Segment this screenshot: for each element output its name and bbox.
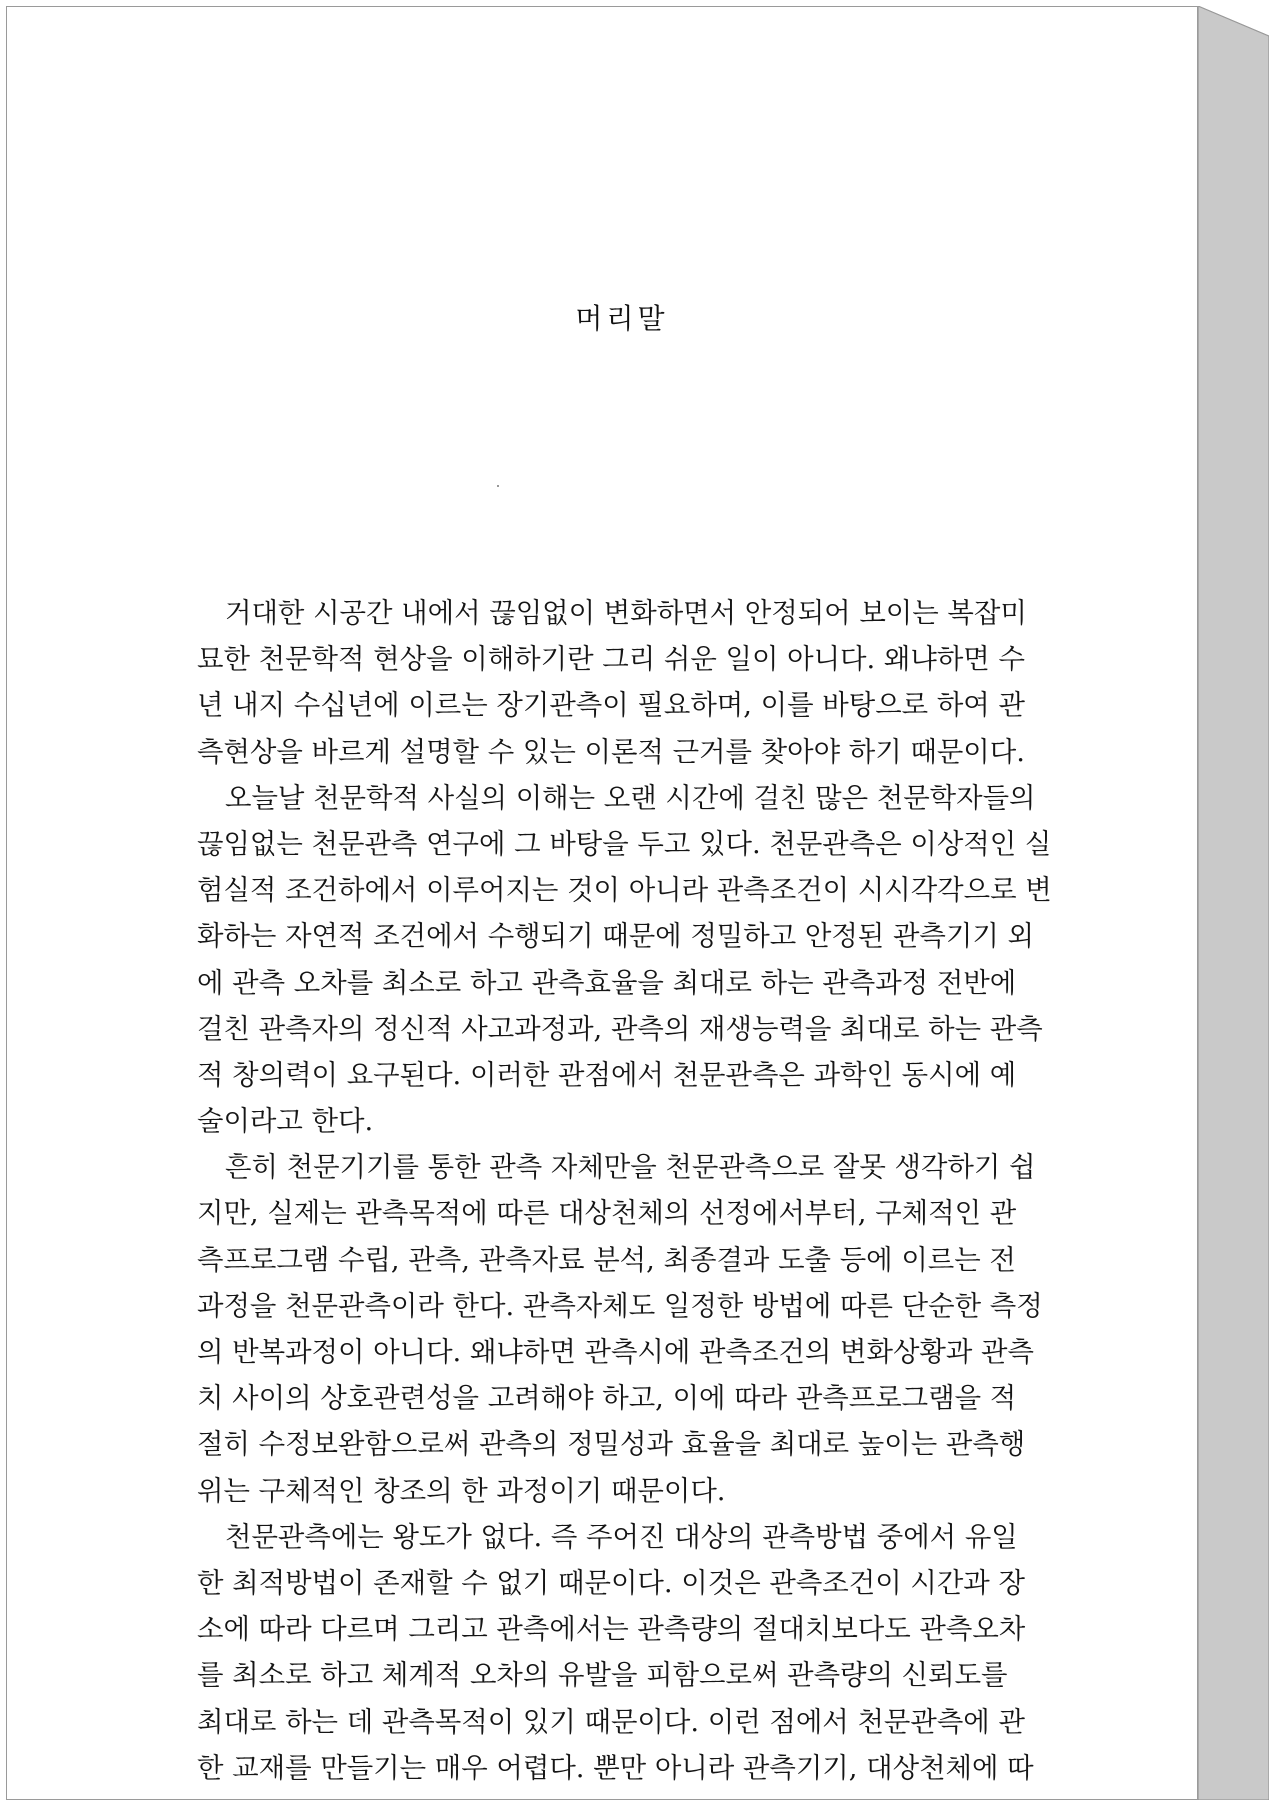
text-line: 측현상을 바르게 설명할 수 있는 이론적 근거를 찾아야 하기 때문이다.: [197, 736, 1025, 768]
text-line: 거대한 시공간 내에서 끊임없이 변화하면서 안정되어 보이는 복잡미: [225, 598, 1027, 629]
page-title: 머리말: [575, 302, 669, 335]
text-line: 걸친 관측자의 정신적 사고과정과, 관측의 재생능력을 최대로 하는 관측: [197, 1013, 1043, 1045]
body-text: [197, 591, 1052, 1792]
text-line: 천문관측에는 왕도가 없다. 즉 주어진 대상의 관측방법 중에서 유일: [225, 1521, 1018, 1553]
text-line: 위는 구체적인 창조의 한 과정이기 때문이다.: [197, 1475, 726, 1507]
text-line: 한 최적방법이 존재할 수 없기 때문이다. 이것은 관측조건이 시간과 장: [197, 1567, 1025, 1599]
text-line: 측프로그램 수립, 관측, 관측자료 분석, 최종결과 도출 등에 이르는 전: [197, 1244, 1016, 1276]
text-line: 지만, 실제는 관측목적에 따른 대상천체의 선정에서부터, 구체적인 관: [197, 1198, 1017, 1230]
text-line: 과정을 천문관측이라 한다. 관측자체도 일정한 방법에 따른 단순한 측정: [197, 1290, 1043, 1322]
text-line: 화하는 자연적 조건에서 수행되기 때문에 정밀하고 안정된 관측기기 외: [197, 921, 1034, 953]
text-line: 소에 따라 다르며 그리고 관측에서는 관측량의 절대치보다도 관측오차: [197, 1614, 1026, 1646]
text-line: 의 반복과정이 아니다. 왜냐하면 관측시에 관측조건의 변화상황과 관측: [197, 1337, 1034, 1368]
text-line: 최대로 하는 데 관측목적이 있기 때문이다. 이런 점에서 천문관측에 관: [197, 1706, 1025, 1738]
text-line: 오늘날 천문학적 사실의 이해는 오랜 시간에 걸친 많은 천문학자들의: [225, 782, 1036, 814]
text-line: 를 최소로 하고 체계적 오차의 유발을 피함으로써 관측량의 신뢰도를: [197, 1660, 1008, 1692]
page: [6, 6, 1198, 1800]
text-line: 한 교재를 만들기는 매우 어렵다. 뿐만 아니라 관측기기, 대상천체에 따: [197, 1752, 1034, 1784]
text-line: 흔히 천문기기를 통한 관측 자체만을 천문관측으로 잘못 생각하기 쉽: [225, 1152, 1036, 1184]
page-stack-edge: [1198, 6, 1269, 1800]
text-line: 에 관측 오차를 최소로 하고 관측효율을 최대로 하는 관측과정 전반에: [197, 967, 1017, 999]
text-line: 끊임없는 천문관측 연구에 그 바탕을 두고 있다. 천문관측은 이상적인 실: [197, 828, 1052, 860]
text-line: 험실적 조건하에서 이루어지는 것이 아니라 관측조건이 시시각각으로 변: [197, 875, 1052, 907]
text-line: 묘한 천문학적 현상을 이해하기란 그리 쉬운 일이 아니다. 왜냐하면 수: [197, 644, 1025, 676]
text-line: 술이라고 한다.: [197, 1106, 374, 1138]
page-content: [197, 7, 1052, 1801]
text-line: 절히 수정보완함으로써 관측의 정밀성과 효율을 최대로 높이는 관측행: [197, 1429, 1026, 1461]
text-line: 년 내지 수십년에 이르는 장기관측이 필요하며, 이를 바탕으로 하여 관: [197, 690, 1025, 722]
text-line: 치 사이의 상호관련성을 고려해야 하고, 이에 따라 관측프로그램을 적: [197, 1383, 1017, 1415]
text-line: 적 창의력이 요구된다. 이러한 관점에서 천문관측은 과학인 동시에 예: [197, 1059, 1017, 1091]
scan-speck: [497, 485, 499, 487]
